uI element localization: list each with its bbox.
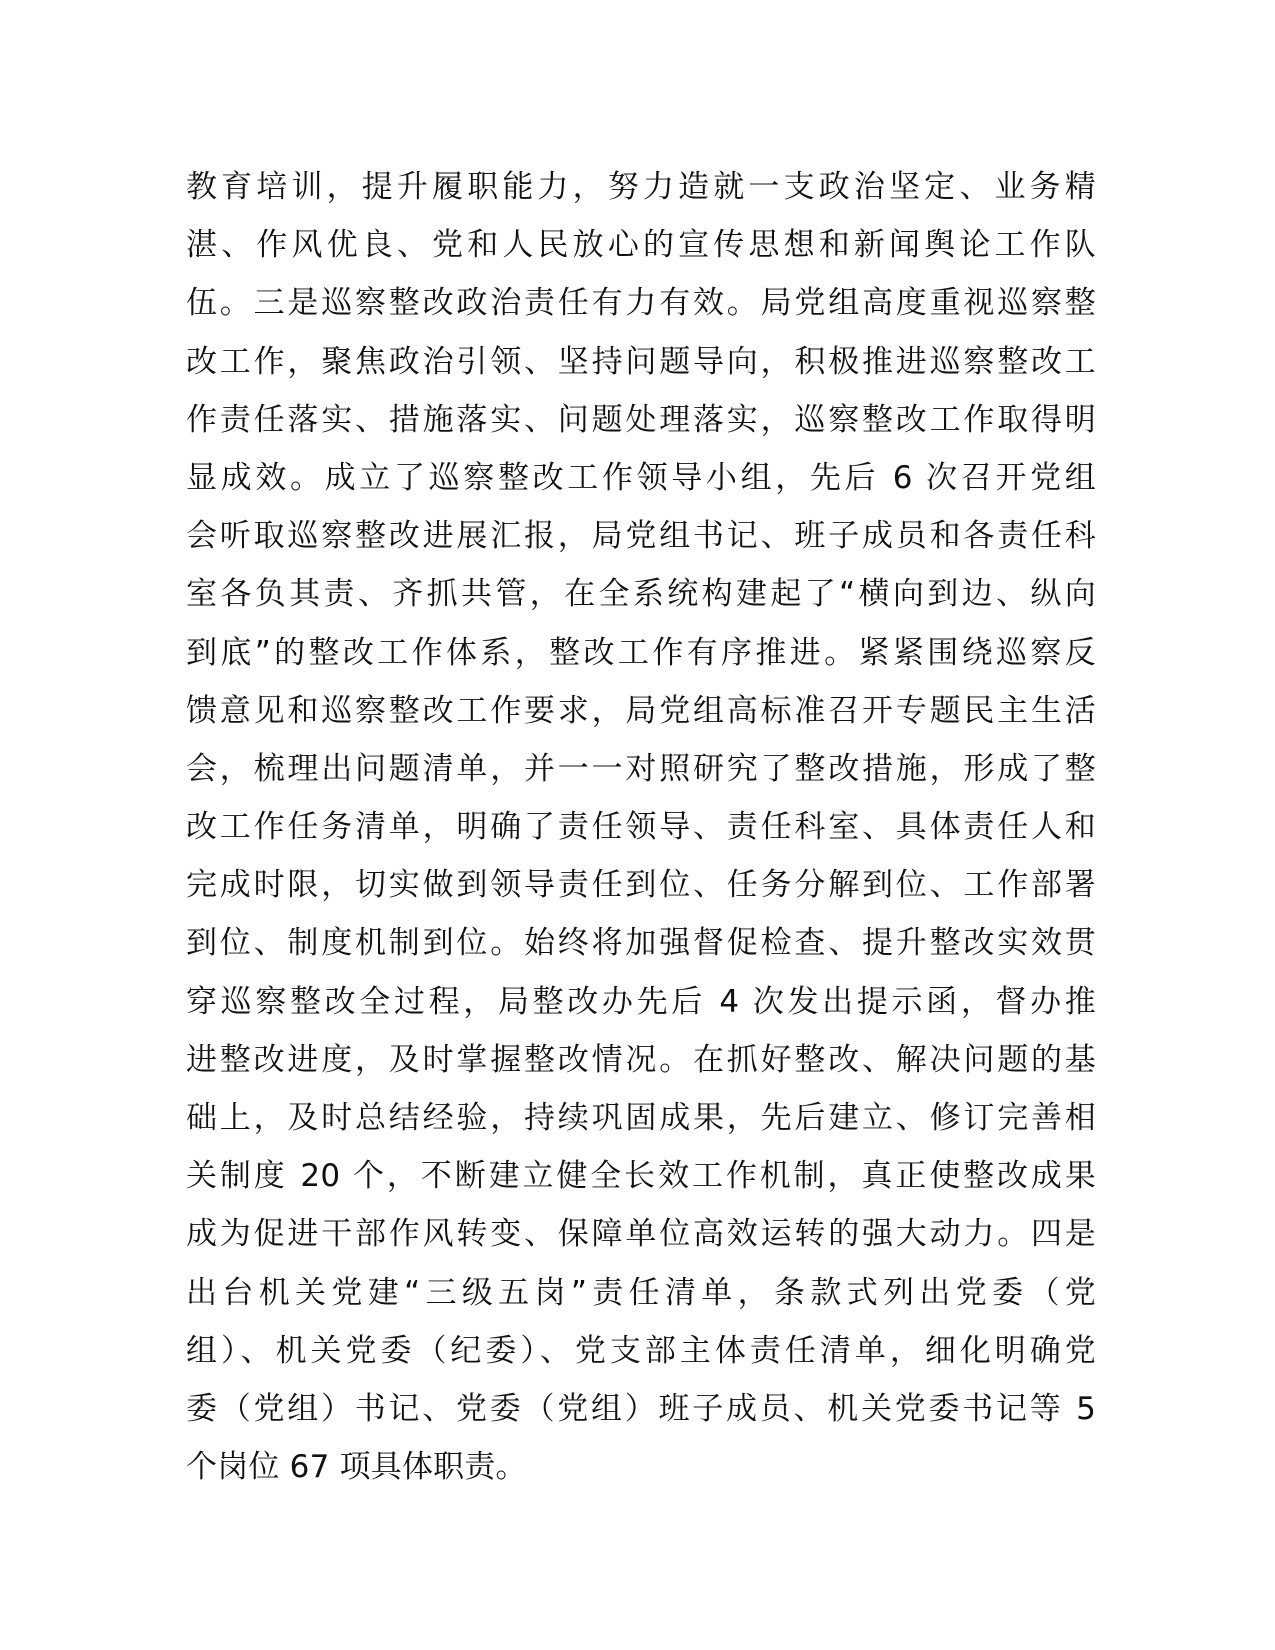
text-line: 组）、机关党委（纪委）、党支部主体责任清单，细化明确党 <box>186 1332 1096 1369</box>
text-line: 改工作任务清单，明确了责任领导、责任科室、具体责任人和 <box>186 809 1096 846</box>
text-line: 委（党组）书记、党委（党组）班子成员、机关党委书记等 5 <box>186 1390 1096 1427</box>
text-line: 到位、制度机制到位。始终将加强督促检查、提升整改实效贯 <box>186 925 1096 962</box>
text-line: 完成时限，切实做到领导责任到位、任务分解到位、工作部署 <box>186 867 1096 904</box>
text-line: 显成效。成立了巡察整改工作领导小组，先后 6 次召开党组 <box>186 459 1096 496</box>
text-line: 出台机关党建“三级五岗”责任清单，条款式列出党委（党 <box>186 1274 1096 1311</box>
text-line: 改工作，聚焦政治引领、坚持问题导向，积极推进巡察整改工 <box>186 343 1096 380</box>
text-line-last: 个岗位 67 项具体职责。 <box>186 1449 527 1486</box>
text-line: 穿巡察整改全过程，局整改办先后 4 次发出提示函，督办推 <box>186 983 1096 1020</box>
text-line: 作责任落实、措施落实、问题处理落实，巡察整改工作取得明 <box>186 401 1096 438</box>
text-line: 础上，及时总结经验，持续巩固成果，先后建立、修订完善相 <box>186 1100 1096 1136</box>
text-line: 成为促进干部作风转变、保障单位高效运转的强大动力。四是 <box>186 1216 1096 1253</box>
text-line: 会，梳理出问题清单，并一一对照研究了整改措施，形成了整 <box>186 750 1096 787</box>
text-line: 进整改进度，及时掌握整改情况。在抓好整改、解决问题的基 <box>186 1041 1096 1078</box>
body-paragraph <box>186 158 1096 1496</box>
text-line: 会听取巡察整改进展汇报，局党组书记、班子成员和各责任科 <box>186 518 1096 555</box>
text-line: 教育培训，提升履职能力，努力造就一支政治坚定、业务精 <box>186 169 1096 205</box>
text-line: 馈意见和巡察整改工作要求，局党组高标准召开专题民主生活 <box>186 692 1096 729</box>
text-line: 到底”的整改工作体系，整改工作有序推进。紧紧围绕巡察反 <box>186 634 1096 671</box>
text-line: 室各负其责、齐抓共管，在全系统构建起了“横向到边、纵向 <box>186 576 1096 613</box>
text-line: 伍。三是巡察整改政治责任有力有效。局党组高度重视巡察整 <box>186 285 1096 322</box>
text-line: 关制度 20 个，不断建立健全长效工作机制，真正使整改成果 <box>186 1158 1096 1195</box>
text-line: 湛、作风优良、党和人民放心的宣传思想和新闻舆论工作队 <box>186 227 1096 264</box>
